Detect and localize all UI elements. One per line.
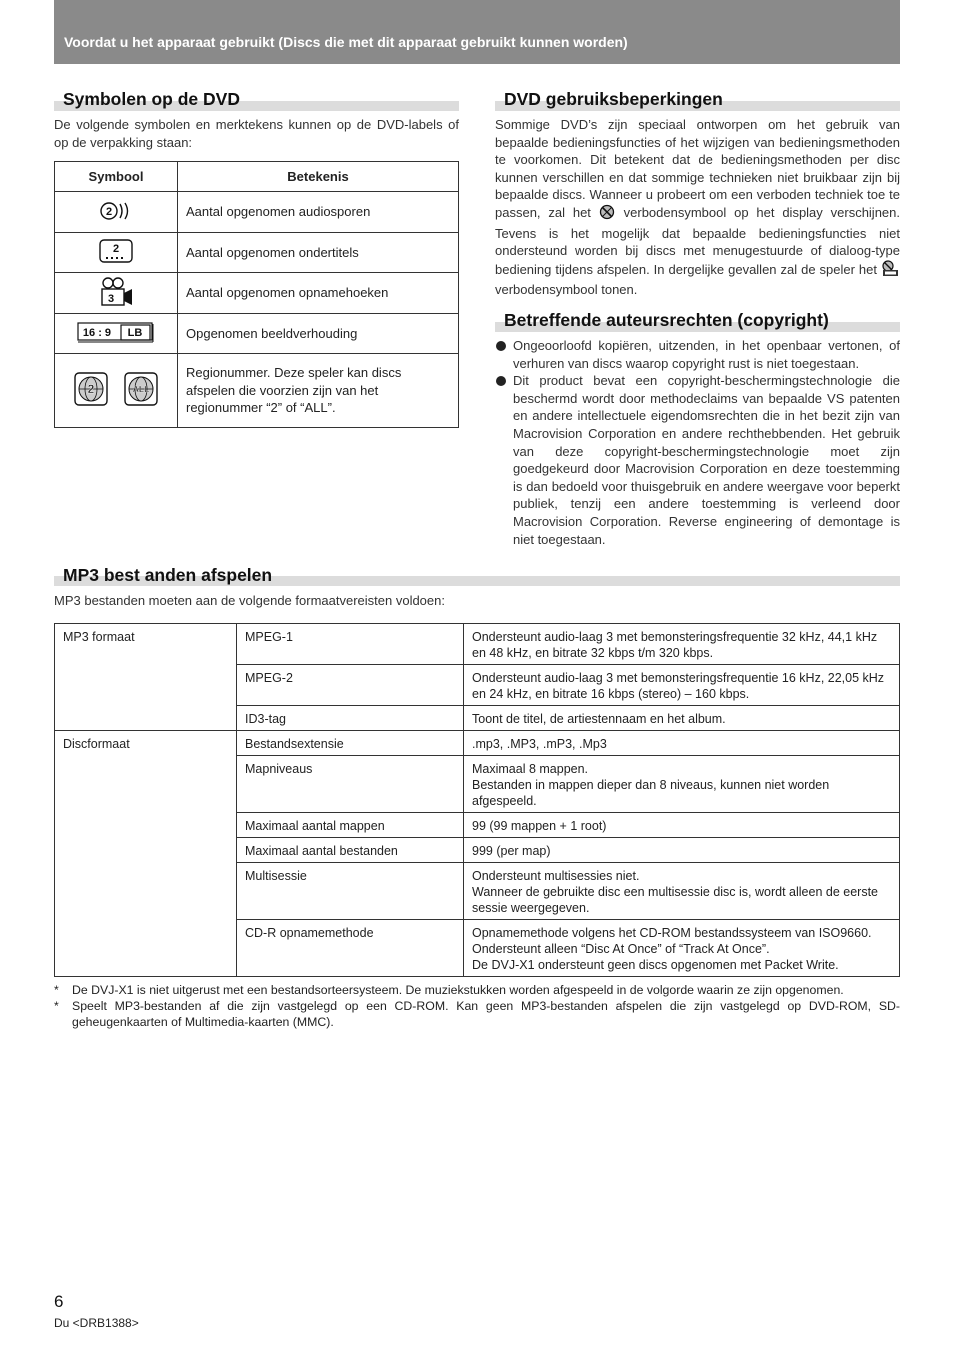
table-row xyxy=(55,838,900,863)
subtitles-icon xyxy=(98,238,134,264)
list-item xyxy=(495,372,900,548)
table-row xyxy=(55,756,900,813)
item-cell: Maximaal aantal bestanden xyxy=(237,838,464,863)
bullet-icon xyxy=(496,376,506,386)
meaning-cell: Regionummer. Deze speler kan discs afspelen die voorzien zijn van het regionummer “2” of “ALL”. xyxy=(178,354,459,428)
copyright-title: Betreffende auteursrechten (copyright) xyxy=(504,310,829,330)
value-cell: Maximaal 8 mappen. Bestanden in mappen dieper dan 8 niveaus, kunnen niet worden afgespeeld. xyxy=(464,756,900,813)
symbol-cell xyxy=(55,354,178,428)
region-all-text: ALL xyxy=(132,384,150,394)
value-cell: 99 (99 mappen + 1 root) xyxy=(464,813,900,838)
meaning-cell: Aantal opgenomen opnamehoeken xyxy=(178,273,459,314)
footnote xyxy=(54,998,900,1030)
symbols-title: Symbolen op de DVD xyxy=(63,89,240,109)
mp3-format-table xyxy=(54,623,900,977)
symbols-intro: De volgende symbolen en merktekens kunnen op de DVD-labels of op de verpakking staan: xyxy=(54,117,459,150)
symbol-cell xyxy=(55,273,178,314)
column-header-symbol: Symbool xyxy=(55,162,178,192)
item-cell: Maximaal aantal mappen xyxy=(237,813,464,838)
table-header-row xyxy=(55,162,459,192)
item-cell: Multisessie xyxy=(237,863,464,920)
copyright-bullet-text: Dit product bevat een copyright-beschermingstechnologie die beschermd wordt door methodeclaims van bepaalde VS patenten en andere intellectuele eigendomsrechten die in het bezit zijn van Macrovision Corporation en andere rechthebbenden. Het gebruik van deze copyright-beschermingstechnologie moet zijn goedgekeurd door Macrovision Corporation en deze toestemming is dan bedoeld voor thuisgebruik en andere weergave voor beperkt publiek, tenzij een andere toestemming is verleend door Macrovision Corporation. Reverse engineering of demontage is niet toegestaan. xyxy=(513,373,900,547)
copyright-bullet-text: Ongeoorloofd kopiëren, uitzenden, in het openbaar vertonen, of verhuren van discs waarop copyright rust is niet toegestaan. xyxy=(513,338,900,371)
list-item xyxy=(495,337,900,372)
value-cell: Ondersteunt audio-laag 3 met bemonsteringsfrequentie 16 kHz, 22,05 kHz en 24 kHz, en bitrate 16 kbps (stereo) – 160 kbps. xyxy=(464,665,900,706)
value-cell: Ondersteunt audio-laag 3 met bemonsteringsfrequentie 32 kHz, 44,1 kHz en 48 kHz, en bitrate 32 kbps t/m 320 kbps. xyxy=(464,624,900,665)
table-row xyxy=(55,192,459,233)
table-row xyxy=(55,273,459,314)
symbol-cell xyxy=(55,233,178,273)
footnote-mark: * xyxy=(54,999,59,1013)
restrictions-text-a: Sommige DVD’s zijn speciaal ontworpen om het gebruik van bepaalde bedieningsfuncties of het wijzigen van bedieningsmethoden te voorkomen. Dit betekent dat de bedieningsmethoden per disc kunnen verschillen en dat sommige technieken niet bruikbaar zijn bij bepaalde discs. Wanneer u probeert om een verboden techniek toe te passen, zal het xyxy=(495,117,900,220)
group-label-cont xyxy=(55,756,237,813)
meaning-cell: Aantal opgenomen ondertitels xyxy=(178,233,459,273)
meaning-cell: Opgenomen beeldverhouding xyxy=(178,314,459,354)
group-label-cont xyxy=(55,706,237,731)
region-all-globe-icon xyxy=(124,372,158,406)
value-cell: Ondersteunt multisessies niet. Wanneer de gebruikte disc een multisessie disc is, wordt alleen de eerste sessie weergegeven. xyxy=(464,863,900,920)
table-row xyxy=(55,863,900,920)
bullet-icon xyxy=(496,341,506,351)
camera-angles-icon xyxy=(96,276,136,308)
table-row xyxy=(55,706,900,731)
item-cell: Bestandsextensie xyxy=(237,731,464,756)
header-title: Voordat u het apparaat gebruikt (Discs die met dit apparaat gebruikt kunnen worden) xyxy=(64,34,628,50)
table-row xyxy=(55,920,900,977)
item-cell: CD-R opnamemethode xyxy=(237,920,464,977)
table-row xyxy=(55,354,459,428)
group-label-cont xyxy=(55,838,237,863)
region-2-text: 2 xyxy=(87,382,95,396)
mp3-title: MP3 best anden afspelen xyxy=(63,565,273,585)
footnote xyxy=(54,982,900,998)
aspect-ratio-icon xyxy=(77,320,155,344)
table-row xyxy=(55,314,459,354)
symbol-cell xyxy=(55,314,178,354)
page-number: 6 xyxy=(54,1292,64,1311)
group-label-cont xyxy=(55,813,237,838)
symbol-cell xyxy=(55,192,178,233)
group-label-cont xyxy=(55,920,237,977)
table-row xyxy=(55,665,900,706)
document-code: Du <DRB1388> xyxy=(54,1316,139,1330)
camera-angles-count: 3 xyxy=(107,292,115,305)
prohibited-display-icon xyxy=(881,260,900,282)
table-row xyxy=(55,813,900,838)
restrictions-text-c: verbodensymbool tonen. xyxy=(495,282,638,298)
aspect-ratio-text: 16 : 9 xyxy=(82,327,112,339)
footnote-text: De DVJ-X1 is niet uitgerust met een bestandsorteersysteem. De muziekstukken worden afgespeeld in de volgorde waarin ze zijn opgenomen. xyxy=(72,983,844,997)
mp3-intro: MP3 bestanden moeten aan de volgende formaatvereisten voldoen: xyxy=(54,593,445,608)
item-cell: MPEG-2 xyxy=(237,665,464,706)
table-row xyxy=(55,233,459,273)
letterbox-text: LB xyxy=(127,327,143,339)
region-2-globe-icon xyxy=(74,372,108,406)
item-cell: Mapniveaus xyxy=(237,756,464,813)
group-label: Discformaat xyxy=(55,731,237,756)
subtitles-count: 2 xyxy=(112,243,120,255)
group-label: MP3 formaat xyxy=(55,624,237,665)
header-banner xyxy=(54,0,900,64)
group-label-cont xyxy=(55,863,237,920)
item-cell: MPEG-1 xyxy=(237,624,464,665)
value-cell: .mp3, .MP3, .mP3, .Mp3 xyxy=(464,731,900,756)
item-cell: ID3-tag xyxy=(237,706,464,731)
audio-tracks-count: 2 xyxy=(105,205,113,218)
restrictions-text-b: verbodensymbool op het display verschijnen. Tevens is het mogelijk dat bepaalde bedieningsfuncties niet ondersteund worden bij discs met menugestuurde of dialoog-type bediening tijdens afspelen. In dergelijke gevallen zal de speler het xyxy=(495,204,900,277)
restrictions-text xyxy=(495,116,900,299)
symbols-table xyxy=(54,161,459,428)
prohibited-symbol-icon xyxy=(599,204,616,225)
column-header-meaning: Betekenis xyxy=(178,162,459,192)
value-cell: 999 (per map) xyxy=(464,838,900,863)
meaning-cell: Aantal opgenomen audiosporen xyxy=(178,192,459,233)
table-row xyxy=(55,731,900,756)
value-cell: Opnamemethode volgens het CD-ROM bestandssysteem van ISO9660. Ondersteunt alleen “Disc At Once” of “Track At Once”. De DVJ-X1 ondersteunt geen discs opgenomen met Packet Write. xyxy=(464,920,900,977)
copyright-list xyxy=(495,337,900,548)
restrictions-title: DVD gebruiksbeperkingen xyxy=(504,89,723,109)
value-cell: Toont de titel, de artiestennaam en het album. xyxy=(464,706,900,731)
footnote-text: Speelt MP3-bestanden af die zijn vastgelegd op een CD-ROM. Kan geen MP3-bestanden afspelen die zijn vastgelegd op DVD-ROM, SD-geheugenkaarten of Multimedia-kaarten (MMC). xyxy=(72,999,900,1029)
table-row xyxy=(55,624,900,665)
group-label-cont xyxy=(55,665,237,706)
audio-tracks-icon xyxy=(99,200,133,222)
footnote-mark: * xyxy=(54,983,59,997)
region-icons xyxy=(74,372,158,406)
